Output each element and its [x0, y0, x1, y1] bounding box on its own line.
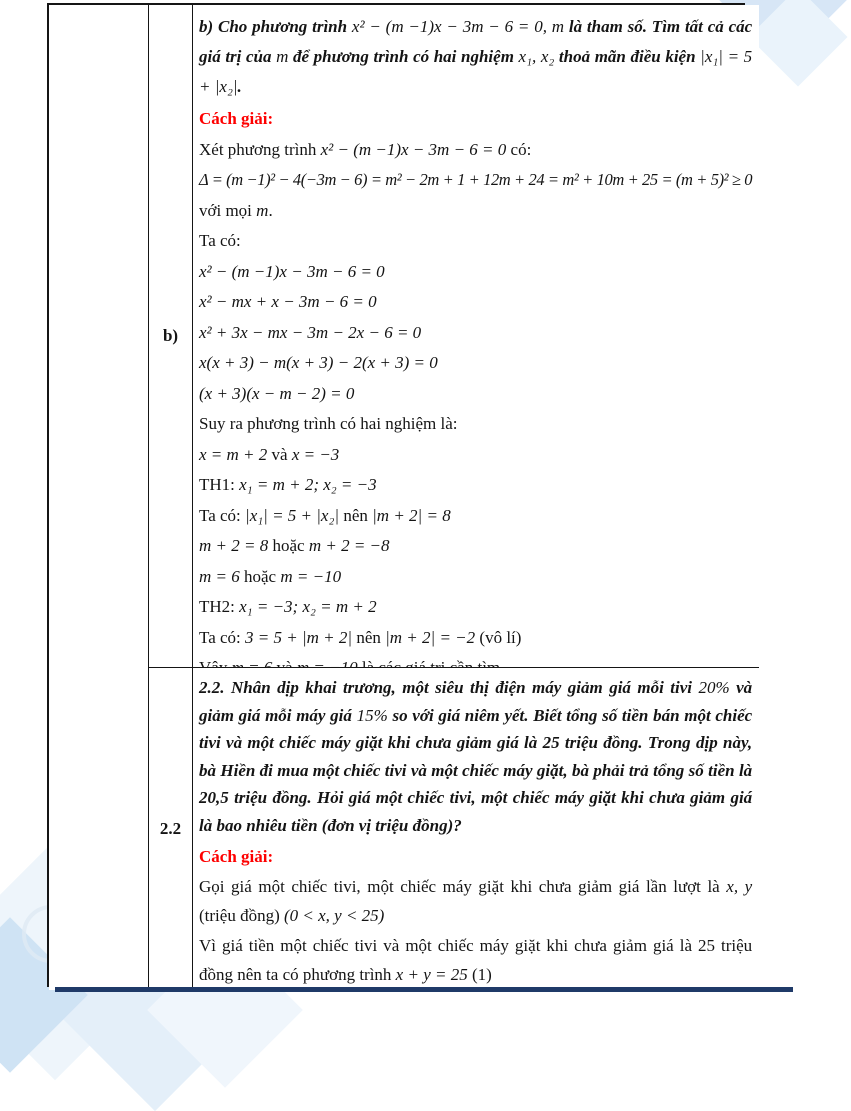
math-expression: 3 = 5 + |m + 2| — [245, 627, 353, 647]
solution-line — [199, 135, 752, 166]
math-expression: x(x + 3) − m(x + 3) − 2(x + 3) = 0 — [199, 353, 438, 372]
math-expression: x + y = 25 — [395, 965, 468, 984]
footer-bar — [55, 987, 793, 992]
part-label-cell — [148, 5, 192, 667]
text-segment: Ta có: — [199, 231, 241, 250]
text-segment: TH2: — [199, 597, 240, 616]
solution-line — [199, 287, 752, 318]
solution-line — [199, 842, 752, 872]
text-segment: so với giá niêm yết. Biết tổng số tiền bán một chiếc tivi và một chiếc máy giặt khi chưa giảm giá là 25 triệu đồng. Trong dịp này, bà Hiền đi mua một chiếc tivi và một chiếc máy giặt, bà phải trả tổng số tiền là 20,5 triệu đồng. Hỏi giá một chiếc tivi, một chiếc máy giặt khi chưa giảm giá là bao nhiêu tiền (đơn vị triệu đồng)? — [199, 705, 753, 835]
text-segment: Vì giá tiền một chiếc tivi và một chiếc máy giặt khi chưa giảm giá là 25 triệu đồng nên ta có phương trình — [199, 935, 753, 984]
solution-line — [199, 470, 752, 501]
solution-line — [199, 409, 752, 440]
math-expression: x² − (m −1)x − 3m − 6 = 0 — [320, 139, 507, 159]
math-expression: x₁, x₂ — [518, 47, 555, 66]
text-segment: nên — [339, 505, 373, 525]
text-segment: và giảm giá mỗi máy giá — [199, 678, 753, 725]
text-segment: Ta có: — [199, 627, 246, 647]
part-label: b) — [162, 326, 179, 345]
solution-line — [199, 531, 752, 562]
text-segment: TH1: — [199, 475, 240, 494]
solution-line — [199, 165, 752, 196]
text-segment: 2.2. Nhân dịp khai trương, một siêu thị điện máy giảm giá mỗi tivi — [199, 678, 699, 697]
text-segment: (vô lí) — [475, 627, 522, 647]
text-segment: Gọi giá một chiếc tivi, một chiếc máy giặt khi chưa giảm giá lần lượt là — [199, 876, 727, 896]
text-segment: Xét phương trình — [199, 139, 321, 159]
math-expression: |x₁| = 5 + |x₂| — [245, 505, 340, 525]
math-expression: 15% — [356, 705, 388, 725]
math-expression: (x + 3)(x − m − 2) = 0 — [199, 383, 355, 403]
solution-steps — [199, 842, 752, 990]
solution-line — [199, 257, 752, 288]
solution-line — [199, 348, 752, 379]
math-expression: x = −3 — [291, 444, 340, 464]
solution-line — [199, 196, 752, 227]
solution-line — [199, 592, 752, 623]
solution-line — [199, 440, 752, 471]
math-expression: x² + 3x − mx − 3m − 2x − 6 = 0 — [199, 322, 422, 342]
math-expression: m — [256, 200, 269, 220]
text-segment: Suy ra phương trình có hai nghiệm là: — [199, 414, 458, 433]
text-segment: để phương trình có hai nghiệm — [288, 47, 519, 66]
text-segment: Ta có: — [199, 505, 246, 525]
math-expression: 20% — [698, 678, 730, 697]
math-expression: Δ = (m −1)² − 4(−3m − 6) = m² − 2m + 1 + 12m + 24 = m² + 10m + 25 = (m + 5)² ≥ 0 — [199, 170, 753, 189]
text-segment: hoặc — [268, 536, 309, 555]
math-expression: |m + 2| = 8 — [372, 505, 451, 525]
part-label-cell — [148, 667, 192, 990]
question-number-column — [49, 5, 148, 990]
math-expression: x₁ = m + 2; x₂ = −3 — [239, 475, 377, 494]
text-segment: (triệu đồng) — [199, 906, 284, 925]
math-expression: x, y — [726, 876, 753, 896]
solution-line — [199, 379, 752, 410]
text-segment: có: — [506, 139, 532, 159]
math-expression: |x₁| = 5 + |x₂| — [199, 47, 753, 96]
text-segment: và — [267, 444, 292, 464]
solution-heading: Cách giải: — [199, 109, 274, 128]
solution-line — [199, 562, 752, 593]
text-segment: (1) — [467, 965, 492, 984]
solution-table — [47, 3, 753, 987]
math-expression: m — [276, 47, 289, 66]
math-expression: (0 < x, y < 25) — [283, 906, 385, 925]
text-segment: là tham số. Tìm tất cả các giá trị của — [199, 17, 753, 66]
text-segment: b) Cho phương trình — [199, 17, 352, 36]
math-expression: |m + 2| = −2 — [385, 627, 476, 647]
solution-line — [199, 872, 752, 931]
part-label: 2.2 — [159, 818, 182, 838]
text-segment: . — [237, 77, 242, 96]
solution-line — [199, 318, 752, 349]
math-expression: m + 2 = −8 — [308, 536, 390, 555]
text-segment: với mọi — [199, 200, 257, 220]
math-expression: m = −10 — [280, 566, 342, 586]
math-expression: m = 6 — [199, 566, 240, 586]
solution-line — [199, 104, 752, 135]
solution-line — [199, 226, 752, 257]
solution-cell-part-b — [192, 5, 759, 667]
problem-statement — [199, 12, 752, 102]
math-expression: x² − (m −1)x − 3m − 6 = 0, m — [351, 17, 565, 36]
text-segment: thoả mãn điều kiện — [554, 47, 701, 66]
math-expression: x₁ = −3; x₂ = m + 2 — [239, 597, 377, 616]
math-expression: x² − mx + x − 3m − 6 = 0 — [199, 292, 377, 311]
math-expression: x² − (m −1)x − 3m − 6 = 0 — [199, 261, 385, 281]
solution-steps — [199, 104, 752, 684]
problem-statement — [199, 674, 752, 839]
text-segment: nên — [352, 627, 386, 647]
math-expression: x = m + 2 — [199, 444, 268, 464]
solution-cell-part-2-2 — [192, 667, 759, 990]
solution-line — [199, 501, 752, 532]
math-expression: m + 2 = 8 — [199, 536, 269, 555]
solution-heading: Cách giải: — [199, 847, 274, 866]
solution-line — [199, 931, 752, 990]
solution-line — [199, 623, 752, 654]
text-segment: . — [268, 200, 273, 220]
text-segment: hoặc — [239, 566, 281, 586]
